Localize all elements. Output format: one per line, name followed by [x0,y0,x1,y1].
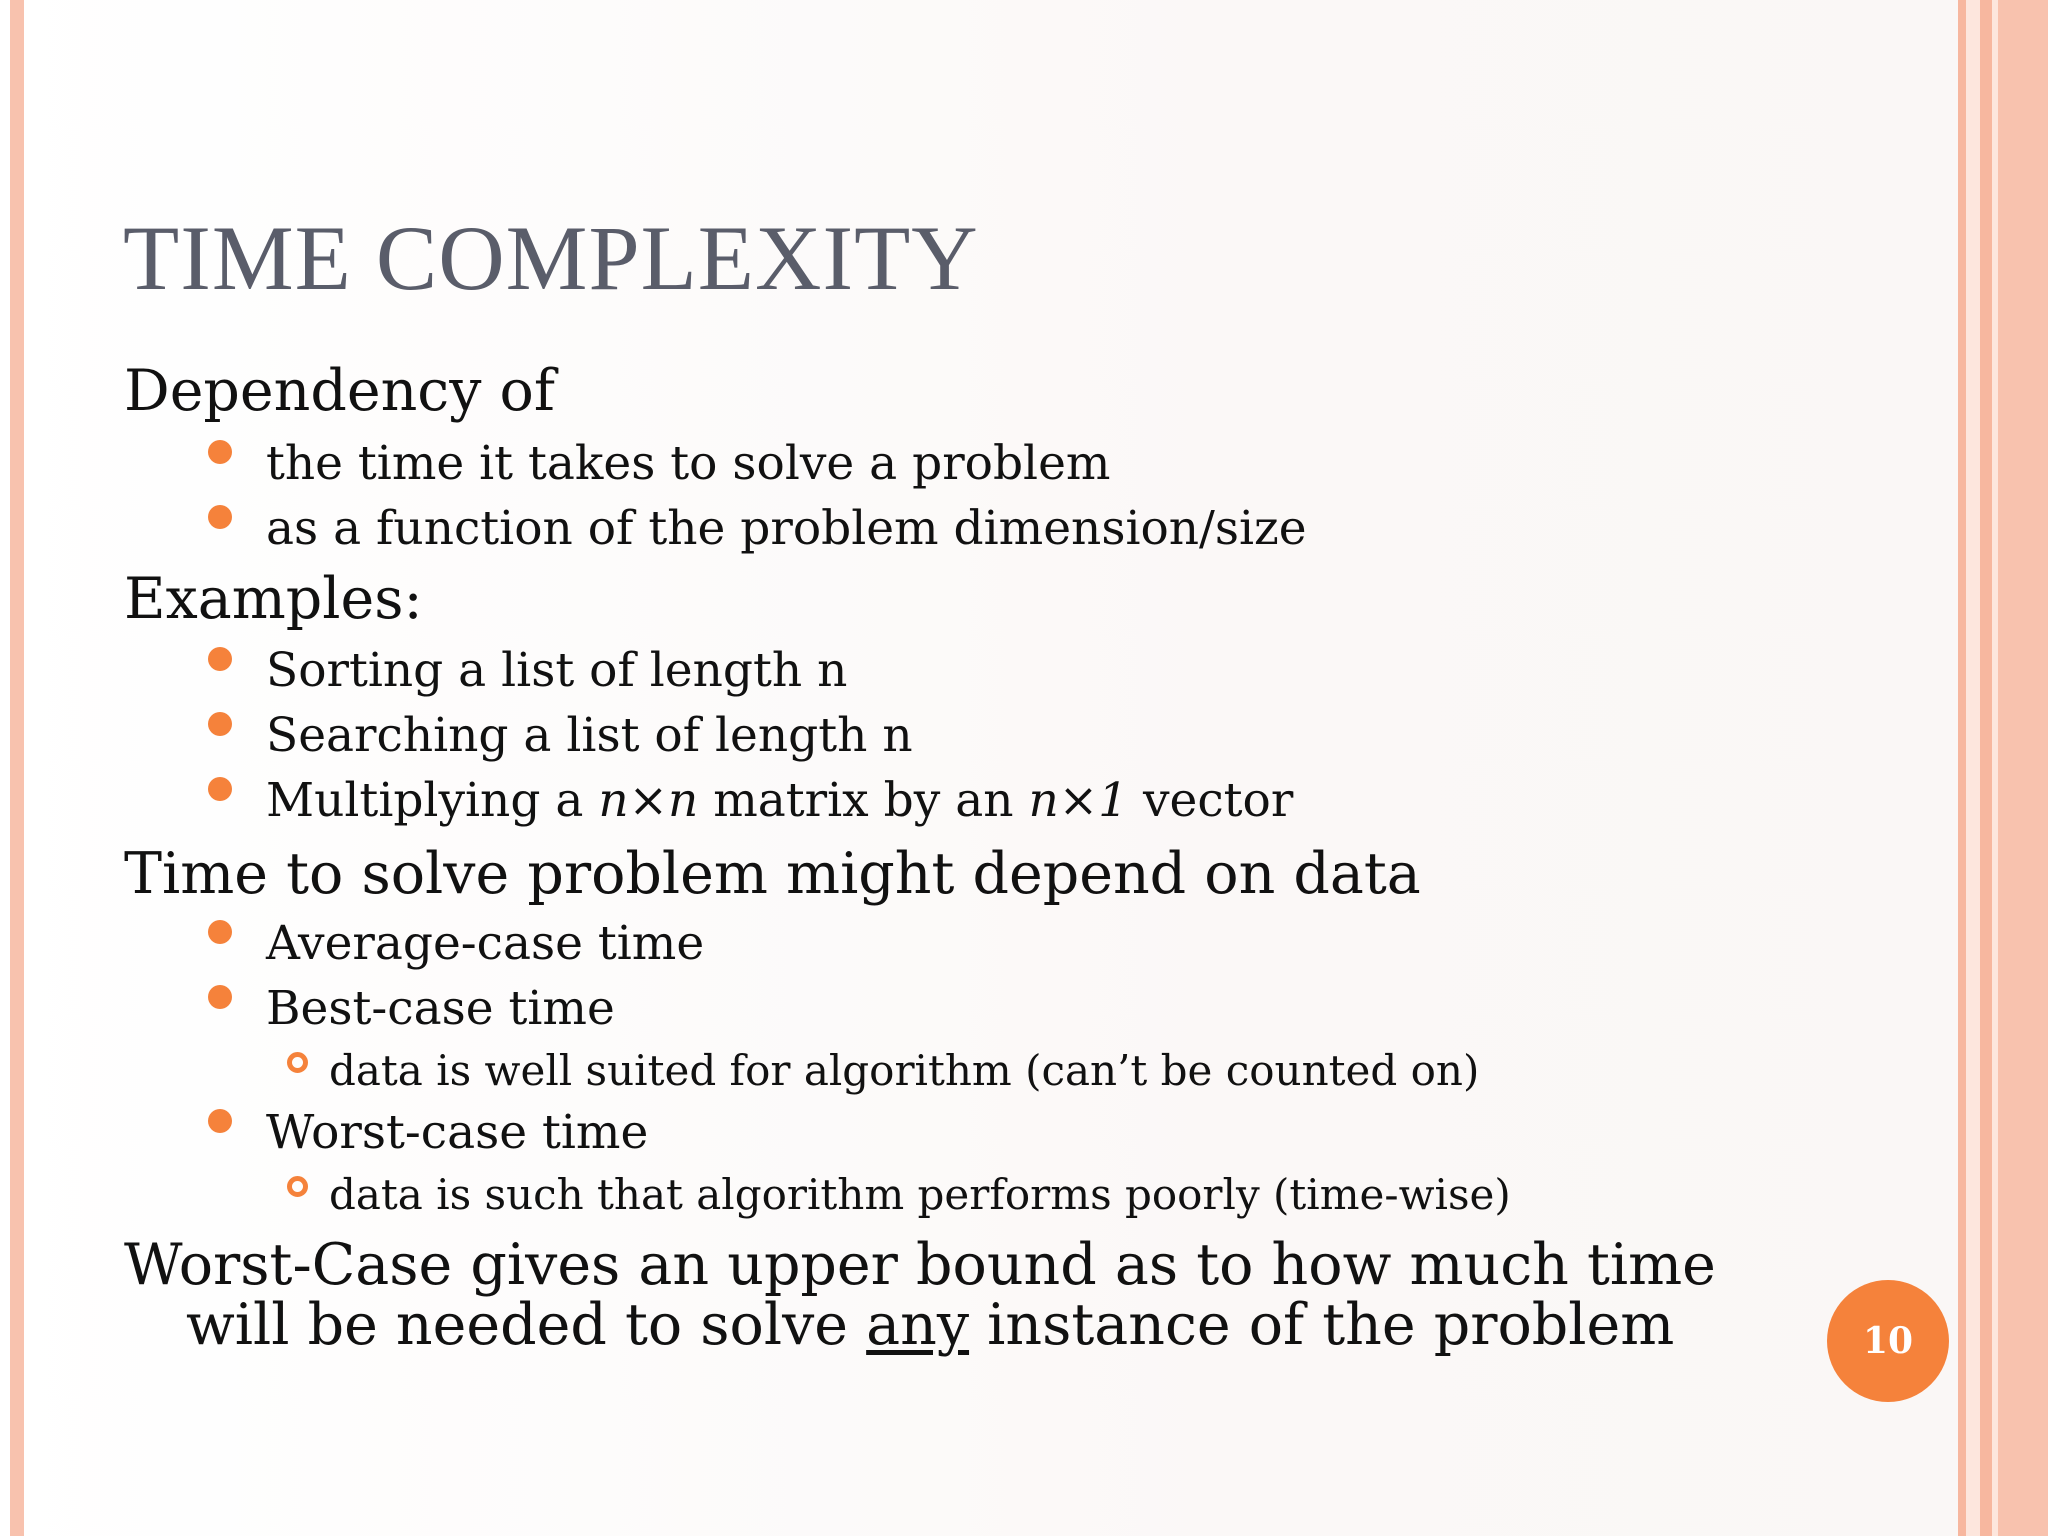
right-decorative-stripe [1980,0,1992,1536]
examples-heading: Examples: [124,566,423,632]
slide-title: TIME COMPLEXITY [123,207,979,309]
bullet-dot-icon [208,1109,232,1133]
sub-bullet-text: data is such that algorithm performs poorly (time-wise) [329,1170,1511,1219]
right-decorative-stripe [1958,0,1966,1536]
bullet-item [266,1105,648,1160]
bullet-dot-icon [208,647,232,671]
bullet-text: Worst-case time [266,1105,649,1160]
bullet-dot-icon [208,985,232,1009]
bullet-ring-icon [287,1052,308,1073]
conclusion-line-2: will be needed to solve any instance of the problem [186,1292,1675,1358]
bullet-text: Multiplying a n×n matrix by an n×1 vector [266,773,1294,828]
bullet-text: Average-case time [266,916,705,971]
emphasis-any: any [866,1292,970,1358]
bullet-text: the time it takes to solve a problem [266,436,1111,491]
dependency-heading: Dependency of [124,358,555,424]
page-number-badge: 10 [1827,1280,1949,1402]
bullet-item [266,501,1307,556]
sub-bullet-item [329,1170,1511,1219]
left-decorative-stripe [10,0,24,1536]
bullet-dot-icon [208,920,232,944]
bullet-item [266,981,615,1036]
right-decorative-stripe [1998,0,2048,1536]
bullet-item [266,916,704,971]
bullet-dot-icon [208,440,232,464]
sub-bullet-item [329,1046,1479,1095]
sub-bullet-text: data is well suited for algorithm (can’t be counted on) [329,1046,1480,1095]
bullet-ring-icon [287,1176,308,1197]
bullet-item [266,643,847,698]
bullet-dot-icon [208,505,232,529]
bullet-text: Searching a list of length n [266,708,913,763]
data-dependence-heading: Time to solve problem might depend on data [124,841,1421,907]
bullet-text: Best-case time [266,981,615,1036]
bullet-item [266,708,913,763]
bullet-item [266,436,1110,491]
bullet-item [266,773,1293,828]
bullet-dot-icon [208,777,232,801]
bullet-text: as a function of the problem dimension/size [266,501,1307,556]
right-decorative-stripe [1966,0,1980,1536]
bullet-text: Sorting a list of length n [266,643,848,698]
conclusion-line-1: Worst-Case gives an upper bound as to how much time [124,1232,1716,1298]
bullet-dot-icon [208,712,232,736]
